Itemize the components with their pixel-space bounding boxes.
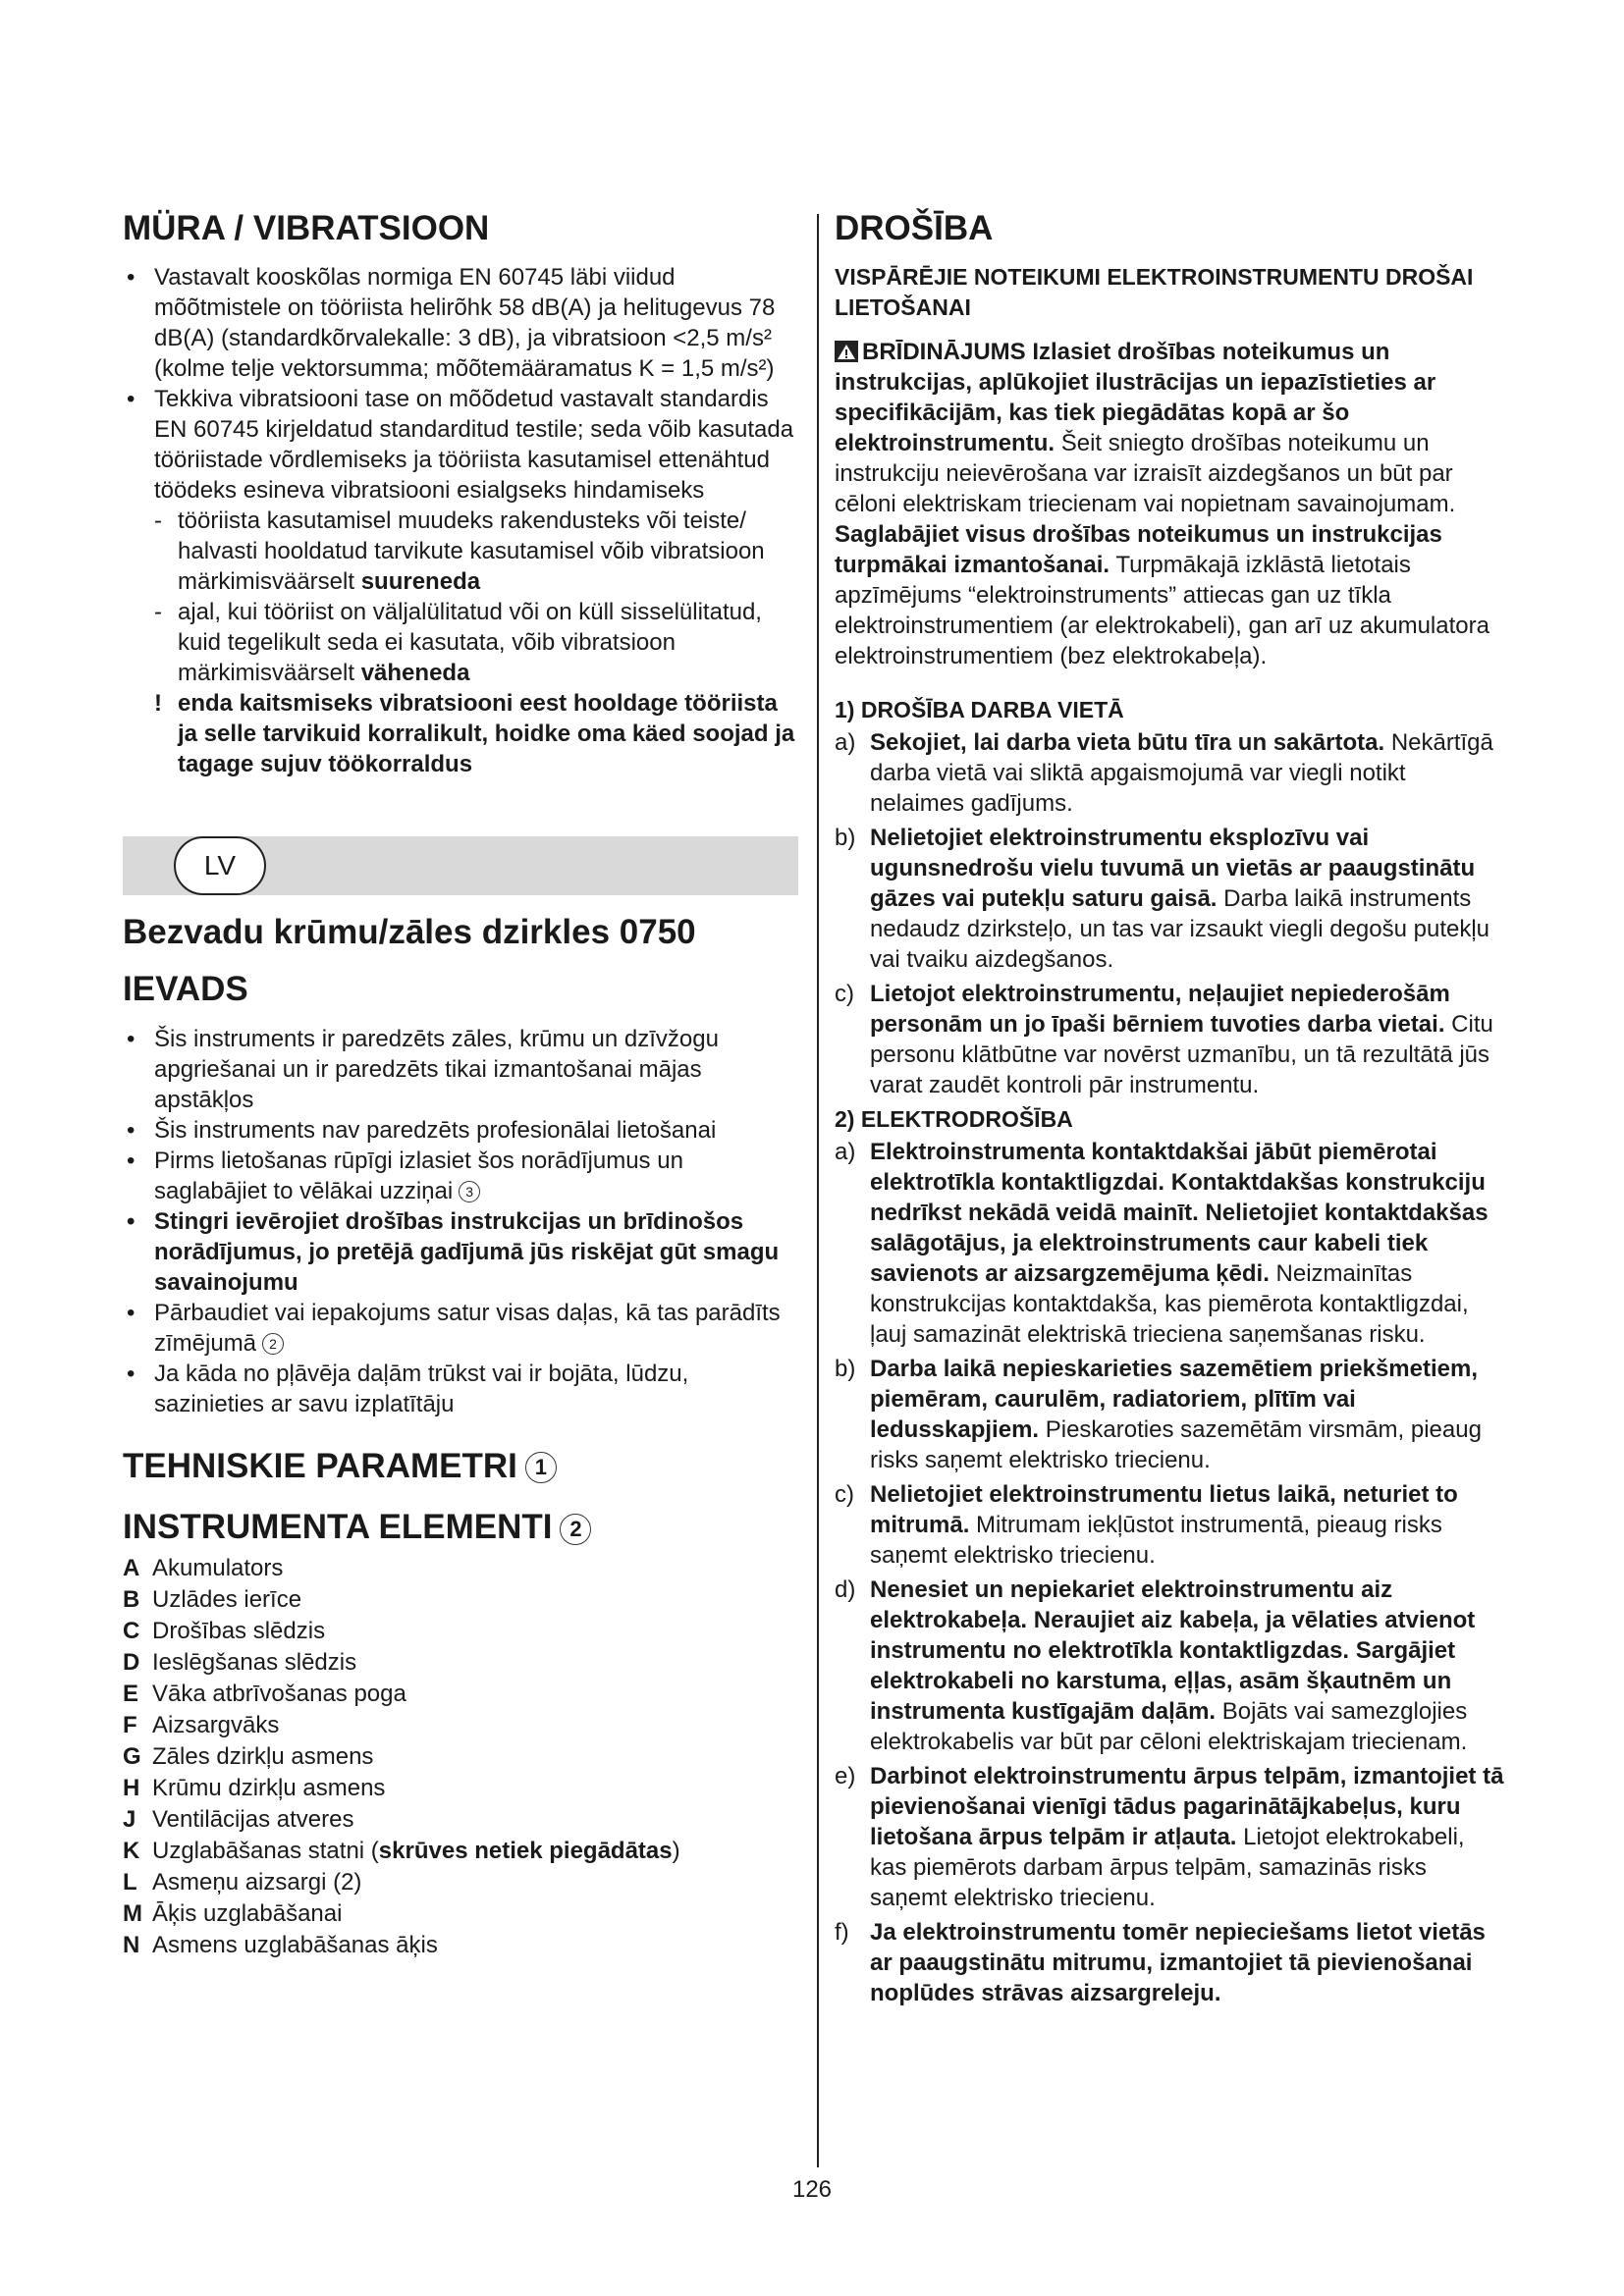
elements-heading-text: INSTRUMENTA ELEMENTI	[123, 1507, 553, 1546]
safety-item	[835, 1761, 1504, 1913]
element-bold: skrūves netiek piegādātas	[378, 1838, 673, 1864]
element-item	[123, 1930, 800, 1961]
figure-ref-icon: 2	[262, 1333, 284, 1355]
intro-bullet-6: • Ja kāda no pļāvēja daļām trūkst vai ir bojāta, lūdzu, sazinieties ar savu izplatītāju	[123, 1359, 800, 1419]
element-after: )	[672, 1838, 680, 1864]
safety-item-text: Neizmainītas konstrukcijas kontaktdakša, kas piemērota kontaktligzdai, ļauj samazināt elektriskā trieciena saņemšanas risku.	[870, 1260, 1469, 1349]
noise-sublist	[123, 506, 800, 688]
section-1-list	[835, 727, 1504, 1100]
tech-heading	[123, 1447, 800, 1486]
intro-bullet-3-text: Pirms lietošanas rūpīgi izlasiet šos norādījumus un saglabājiet to vēlākai uzziņai	[154, 1147, 683, 1204]
noise-bullet-2-text: Tekkiva vibratsiooni tase on mõõdetud vastavalt standardis EN 60745 kirjeldatud standarditud testile; seda võib kasutada tööriistade võrdlemiseks ja tööriista kasutamisel ettenähtud töödeks esineva vibratsiooni esialgseks hindamiseks	[154, 386, 794, 505]
page-number: 126	[791, 2176, 833, 2203]
element-text: Akumulators	[152, 1555, 284, 1581]
intro-bullet-3	[123, 1146, 800, 1206]
element-item	[123, 1867, 800, 1898]
intro-bullet-5-text: Pārbaudiet vai iepakojums satur visas daļas, kā tas parādīts zīmējumā	[154, 1299, 781, 1357]
element-text: Ieslēgšanas slēdzis	[152, 1649, 357, 1676]
safety-item-letter: c)	[835, 981, 854, 1008]
warning-text-2: Turpmākajā izklāstā lietotais apzīmējums “elektroinstruments” attiecas gan uz tīkla elektroinstrumentiem (ar elektrokabeli), gan arī uz akumulatora elektroinstrumentiem (bez elektrokabeļa).	[835, 552, 1489, 670]
element-item	[123, 1710, 800, 1741]
safety-item-letter: a)	[835, 1139, 856, 1166]
warning-triangle-icon	[835, 341, 858, 362]
element-text: Zāles dzirkļu asmens	[152, 1743, 374, 1770]
element-text: Aizsargvāks	[152, 1712, 280, 1738]
section-2-list	[835, 1137, 1504, 2008]
intro-heading: IEVADS	[123, 970, 248, 1009]
safety-item-bold: Darba laikā nepieskarieties sazemētiem priekšmetiem, piemēram, caurulēm, radiatoriem, plītīm vai ledusskapjiem.	[870, 1356, 1479, 1444]
safety-item-text: Nekārtīgā darba vietā vai sliktā apgaismojumā var viegli notikt nelaimes gadījums.	[870, 729, 1493, 818]
element-item	[123, 1773, 800, 1804]
element-item	[123, 1804, 800, 1836]
safety-item-letter: b)	[835, 825, 856, 852]
elements-list	[123, 1553, 800, 1961]
noise-warning	[123, 688, 800, 779]
language-band	[123, 836, 798, 895]
safety-item	[835, 1575, 1504, 1757]
safety-item-bold: Sekojiet, lai darba vieta būtu tīra un sakārtota.	[870, 729, 1385, 757]
safety-item	[835, 823, 1504, 975]
intro-bullet-5	[123, 1298, 800, 1359]
element-key: C	[123, 1618, 140, 1644]
element-text: Uzglabāšanas statni (	[152, 1838, 379, 1864]
safety-item	[835, 727, 1504, 819]
noise-list	[123, 262, 800, 688]
noise-dash-2-text: ajal, kui tööriist on väljalülitatud või on küll sisselülitatud, kuid tegelikult seda ei kasutata, võib vibratsioon märkimisväärselt	[178, 599, 762, 687]
safety-item-letter: a)	[835, 729, 856, 757]
safety-item-text: Lietojot elektrokabeli, kas piemērots darbam ārpus telpām, samazinās risks saņemt elektrisko triecienu.	[870, 1824, 1465, 1912]
element-key: A	[123, 1555, 140, 1581]
element-item	[123, 1836, 800, 1867]
noise-dash-1	[123, 506, 800, 597]
safety-item-bold: Ja elektroinstrumentu tomēr nepieciešams lietot vietās ar paaugstinātu mitrumu, izmantojiet tā pievienošanai noplūdes strāvas aizsargreleju.	[870, 1919, 1486, 2007]
safety-item-text: Bojāts vai samezglojies elektrokabelis var būt par cēloni elektriskajam triecienam.	[870, 1698, 1468, 1756]
noise-bullet-1: • Vastavalt kooskõlas normiga EN 60745 läbi viidud mõõtmistele on tööriista helirõhk 58 dB(A) ja helitugevus 78 dB(A) (standardkõrvalekalle: 3 dB), ja vibratsioon <2,5 m/s² (kolme telje vektorsumma; mõõtemääramatus K = 1,5 m/s²)	[123, 262, 800, 384]
intro-bullet-4: • Stingri ievērojiet drošības instrukcijas un brīdinošos norādījumus, jo pretējā gadījumā jūs riskējat gūt smagu savainojumu	[123, 1206, 800, 1298]
safety-item-bold: Elektroinstrumenta kontaktdakšai jābūt piemērotai elektrotīkla kontaktligzdai. Kontaktdakšas konstrukciju nedrīkst nekādā veidā mainīt. Nelietojiet kontaktdakšas salāgotājus, ja elektroinstruments caur kabeli tiek savienots ar aizsargzemējuma ķēdi.	[870, 1139, 1489, 1288]
safety-item	[835, 1137, 1504, 1350]
element-text: Uzlādes ierīce	[152, 1586, 302, 1613]
noise-dash-1-text: tööriista kasutamisel muudeks rakendusteks või teiste/ halvasti hooldatud tarvikute kasutamisel võib vibratsioon märkimisväärselt	[178, 507, 765, 596]
section-1-heading: 1) DROŠĪBA DARBA VIETĀ	[835, 697, 1124, 723]
element-key: M	[123, 1900, 142, 1927]
product-title: Bezvadu krūmu/zāles dzirkles 0750	[123, 913, 696, 952]
warning-bold-1: BRĪDINĀJUMS Izlasiet drošības noteikumus un instrukcijas, aplūkojiet ilustrācijas un iepazīstieties ar specifikācijām, kas tiek piegādātas kopā ar šo elektroinstrumentu.	[835, 339, 1436, 457]
element-item	[123, 1898, 800, 1930]
safety-item-text: Darba laikā instruments nedaudz dzirksteļo, un tas var izsaukt viegli degošu putekļu vai tvaiku aizdegšanos.	[870, 885, 1490, 974]
noise-dash-2-bold: väheneda	[360, 660, 470, 687]
element-text: Āķis uzglabāšanai	[152, 1900, 343, 1927]
element-item	[123, 1647, 800, 1679]
element-text: Krūmu dzirkļu asmens	[152, 1775, 386, 1801]
safety-item-bold: Nelietojiet elektroinstrumentu lietus laikā, neturiet to mitrumā.	[870, 1481, 1458, 1539]
safety-warning-paragraph	[835, 337, 1504, 671]
element-text: Asmeņu aizsargi (2)	[152, 1869, 362, 1896]
safety-item	[835, 1354, 1504, 1475]
safety-item-letter: b)	[835, 1356, 856, 1383]
safety-item-letter: e)	[835, 1763, 856, 1790]
element-item	[123, 1553, 800, 1584]
element-key: L	[123, 1869, 137, 1896]
element-text: Vāka atbrīvošanas poga	[152, 1681, 406, 1707]
column-divider	[817, 214, 819, 2167]
element-key: J	[123, 1806, 136, 1833]
safety-item-text: Mitrumam iekļūstot instrumentā, pieaug risks saņemt elektrisko triecienu.	[870, 1512, 1442, 1570]
tech-heading-text: TEHNISKIE PARAMETRI	[123, 1446, 517, 1485]
elements-heading	[123, 1508, 800, 1547]
element-key: N	[123, 1932, 140, 1958]
safety-item	[835, 979, 1504, 1100]
right-column	[835, 209, 1504, 2012]
element-key: F	[123, 1712, 137, 1738]
safety-item-bold: Nenesiet un nepiekariet elektroinstrumentu aiz elektrokabeļa. Neraujiet aiz kabeļa, ja vēlaties atvienot instrumentu no elektrotīkla kontaktligzdas. Sargājiet elektrokabeli no karstuma, eļļas, asām šķautnēm un instrumenta kustīgajām daļām.	[870, 1576, 1476, 1726]
element-item	[123, 1616, 800, 1647]
safety-item-bold: Nelietojiet elektroinstrumentu eksplozīvu vai ugunsnedrošu vielu tuvumā un vietās ar paaugstinātu gāzes vai putekļu saturu gaisā.	[870, 825, 1476, 913]
safety-item-letter: c)	[835, 1481, 854, 1509]
figure-ref-icon: 1	[525, 1452, 557, 1483]
intro-bullet-2: • Šis instruments nav paredzēts profesionālai lietošanai	[123, 1115, 800, 1146]
figure-ref-icon: 2	[560, 1514, 591, 1545]
safety-item-bold: Lietojot elektroinstrumentu, neļaujiet nepiederošām personām un jo īpaši bērniem tuvoties darba vietai.	[870, 981, 1450, 1039]
element-item	[123, 1679, 800, 1710]
element-item	[123, 1741, 800, 1773]
element-key: K	[123, 1838, 140, 1864]
section-2-heading: 2) ELEKTRODROŠĪBA	[835, 1106, 1073, 1133]
warning-bold-2: Saglabājiet visus drošības noteikumus un instrukcijas turpmākai izmantošanai.	[835, 521, 1442, 579]
element-text: Drošības slēdzis	[152, 1618, 326, 1644]
element-item	[123, 1584, 800, 1616]
noise-dash-2	[123, 597, 800, 688]
noise-heading: MÜRA / VIBRATSIOON	[123, 209, 490, 247]
safety-item	[835, 1479, 1504, 1571]
exclamation-icon: !	[154, 690, 162, 718]
safety-item-text: Pieskaroties sazemētām virsmām, pieaug risks saņemt elektrisko triecienu.	[870, 1416, 1482, 1474]
safety-item-letter: d)	[835, 1576, 856, 1604]
safety-item	[835, 1917, 1504, 2008]
left-column	[123, 209, 800, 1961]
noise-warning-text: enda kaitsmiseks vibratsiooni eest hooldage tööriista ja selle tarvikuid korralikult, hoidke oma käed soojad ja tagage sujuv töökorraldus	[178, 690, 795, 778]
intro-bullet-1: • Šis instruments ir paredzēts zāles, krūmu un dzīvžogu apgriešanai un ir paredzēts tikai izmantošanai mājas apstākļos	[123, 1024, 800, 1115]
element-key: H	[123, 1775, 140, 1801]
safety-item-text: Citu personu klātbūtne var novērst uzmanību, un tā rezultātā jūs varat zaudēt kontroli pār instrumentu.	[870, 1011, 1493, 1099]
element-key: B	[123, 1586, 140, 1613]
language-badge: LV	[174, 836, 266, 895]
safety-item-bold: Darbinot elektroinstrumentu ārpus telpām, izmantojiet tā pievienošanai vienīgi tādus pagarinātājkabeļus, kuru lietošana ārpus telpām ir atļauta.	[870, 1763, 1504, 1851]
element-text: Asmens uzglabāšanas āķis	[152, 1932, 438, 1958]
safety-subheading: VISPĀRĒJIE NOTEIKUMI ELEKTROINSTRUMENTU DROŠAI LIETOŠANAI	[835, 264, 1474, 321]
noise-bullet-2	[123, 384, 800, 688]
warning-text-1: Šeit sniegto drošības noteikumu un instrukciju neievērošana var izraisīt aizdegšanos un būt par cēloni elektriskam triecienam vai nopietnam savainojumam.	[835, 430, 1456, 518]
safety-item-letter: f)	[835, 1919, 849, 1947]
element-key: G	[123, 1743, 141, 1770]
safety-heading: DROŠĪBA	[835, 209, 994, 247]
figure-ref-icon: 3	[459, 1181, 480, 1202]
element-text: Ventilācijas atveres	[152, 1806, 354, 1833]
noise-dash-1-bold: suureneda	[360, 568, 481, 596]
intro-list	[123, 1024, 800, 1419]
element-key: D	[123, 1649, 140, 1676]
element-key: E	[123, 1681, 139, 1707]
